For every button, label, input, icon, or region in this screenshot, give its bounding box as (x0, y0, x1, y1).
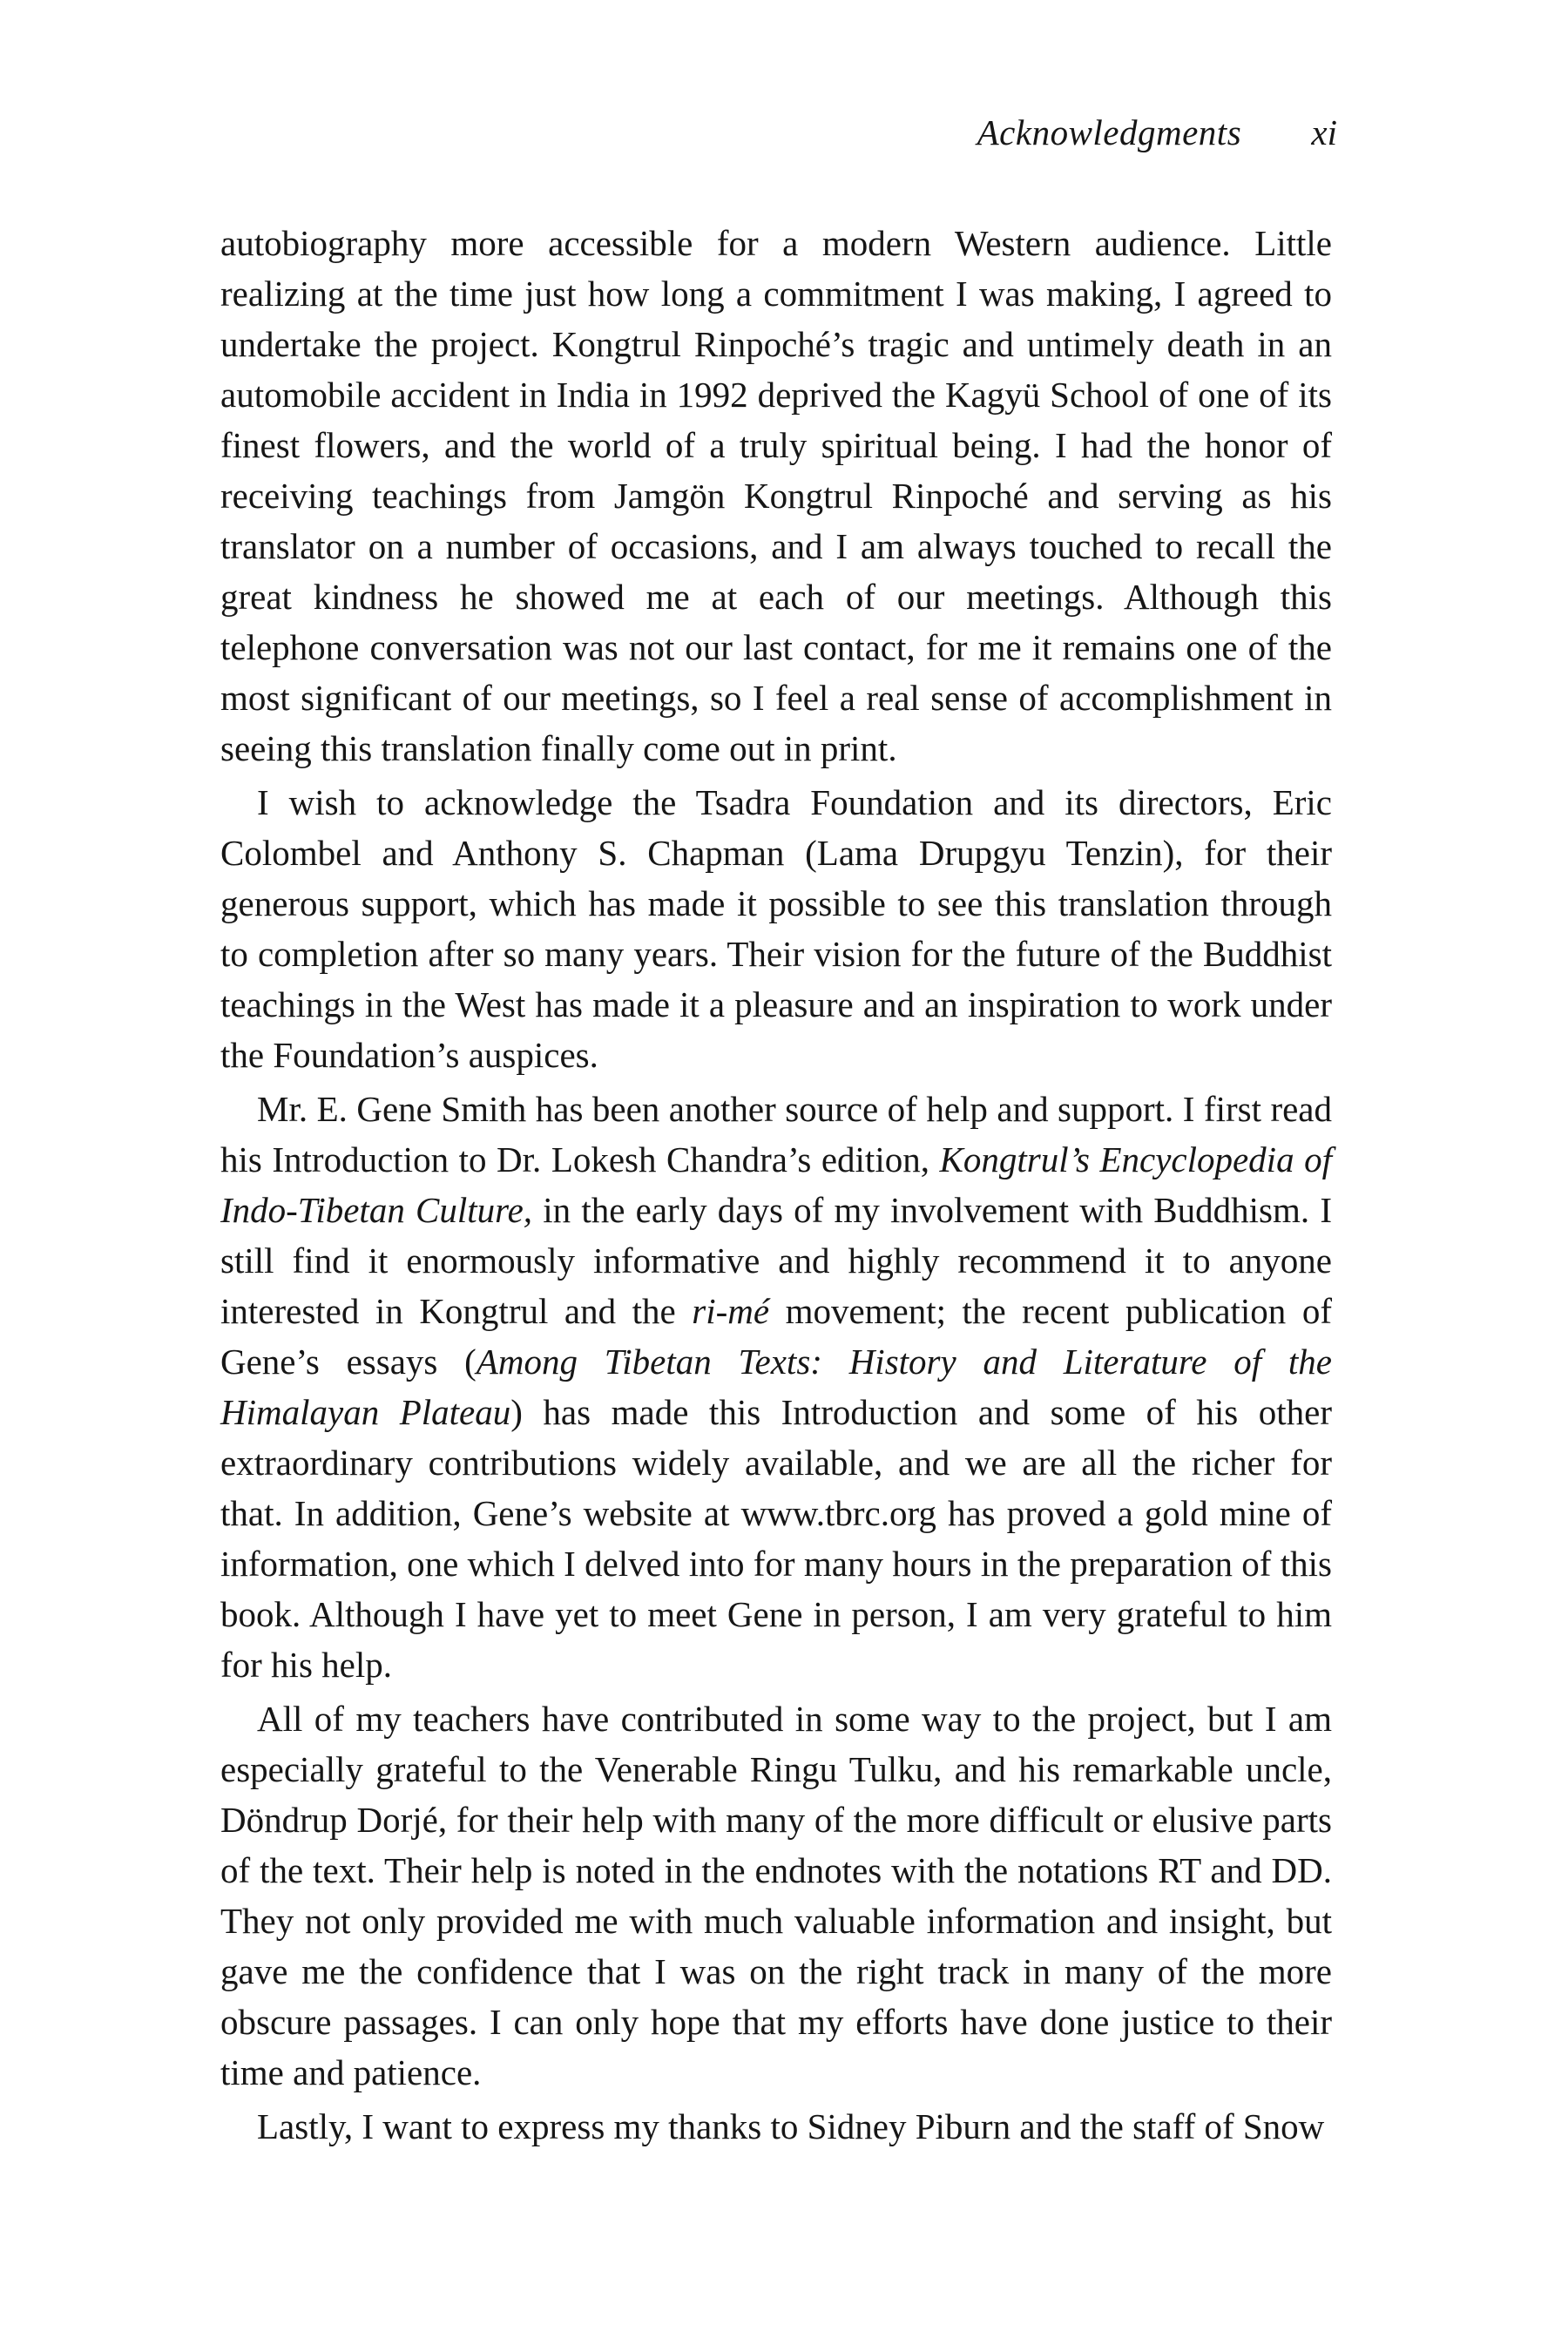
book-title-among-tibetan-texts: Among Tibetan Texts: History and Literature of the Himalayan Plateau (220, 1342, 1332, 1432)
body-text (220, 218, 1332, 2152)
paragraph-continuation: autobiography more accessible for a modern Western audience. Little realizing at the time just how long a commitment I was making, I agreed to undertake the project. Kongtrul Rinpoché’s tragic and untimely death in an automobile accident in India in 1992 deprived the Kagyü School of one of its finest flowers, and the world of a truly spiritual being. I had the honor of receiving teachings from Jamgön Kongtrul Rinpoché and serving as his translator on a number of occasions, and I am always touched to recall the great kindness he showed me at each of our meetings. Although this telephone conversation was not our last contact, for me it remains one of the most significant of our meetings, so I feel a real sense of accomplishment in seeing this translation finally come out in print. (220, 223, 1332, 768)
paragraph-lastly: Lastly, I want to express my thanks to Sidney Piburn and the staff of Snow (257, 2106, 1325, 2146)
chapter-title: Acknowledgments (977, 112, 1242, 152)
page-number: xi (1311, 112, 1337, 152)
text-run: in the early days of my involvement with Buddhism. I still find it enormously informative and highly recommend it to anyone interested in Kongtrul and the (220, 1190, 1332, 1331)
paragraph-gene-smith (220, 1084, 1332, 1690)
term-ri-me: ri-mé (692, 1291, 770, 1331)
text-run: ) has made this Introduction and some of his other extraordinary contributions widely available, and we are all the richer for that. In addition, Gene’s website at www.tbrc.org has proved a gold mine of information, one which I delved into for many hours in the preparation of this book. Although I have yet to meet Gene in person, I am very grateful to him for his help. (220, 1392, 1332, 1685)
paragraph-tsadra: I wish to acknowledge the Tsadra Foundation and its directors, Eric Colombel and Anthony S. Chapman (Lama Drupgyu Tenzin), for their generous support, which has made it possible to see this translation through to completion after so many years. Their vision for the future of the Buddhist teachings in the West has made it a pleasure and an inspiration to work under the Foundation’s auspices. (220, 782, 1332, 1075)
text-run: Mr. E. Gene Smith has been another source of help and support. I first read his Introduction to Dr. Lokesh Chandra’s edition, (220, 1089, 1332, 1179)
text-run: movement; the recent publication of Gene’s essays ( (220, 1291, 1332, 1382)
running-header (977, 112, 1337, 152)
paragraph-teachers: All of my teachers have contributed in some way to the project, but I am especially grateful to the Venerable Ringu Tulku, and his remarkable uncle, Döndrup Dorjé, for their help with many of the more difficult or elusive parts of the text. Their help is noted in the endnotes with the notations RT and DD. They not only provided me with much valuable information and insight, but gave me the confidence that I was on the right track in many of the more obscure passages. I can only hope that my efforts have done justice to their time and patience. (220, 1699, 1332, 2092)
book-title-encyclopedia: Kongtrul’s Encyclopedia of Indo-Tibetan Culture, (220, 1139, 1332, 1230)
